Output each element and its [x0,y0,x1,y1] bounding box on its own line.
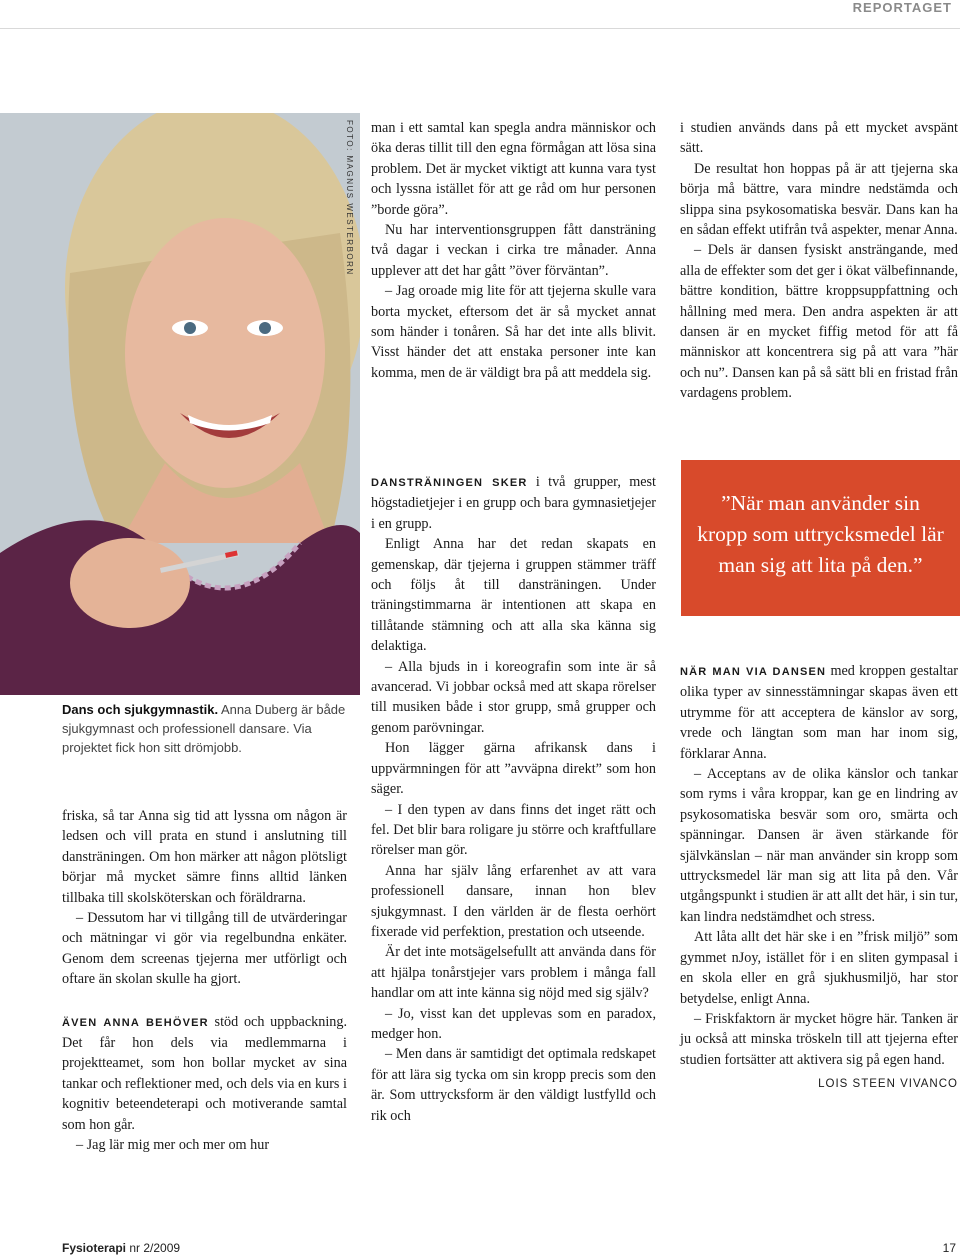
col3-paragraph: Att låta allt det här ske i en ”frisk miljö” som gymmet nJoy, istället för i en sliten gympasal i en skola eller en grå sjukhusmiljö, har stor betydelse, enligt Anna. [680,929,958,1007]
col2-paragraph: – Alla bjuds in i koreografin som inte är så avancerad. Vi jobbar också med att skapa rörelser till musiken både i stor grupp, små grupper och genom parövningar. [371,658,656,736]
col2-paragraph: – I den typen av dans finns det inget rätt och fel. Det blir bara roligare ju större och kraftfullare rörelser man gör. [371,801,656,859]
col3-text: med kroppen gestaltar olika typer av sinnesstämningar skapas även ett utrymme för att acceptera de känslor av sorg, vrede och längtan som man har inom sig, förklarar Anna. [680,663,958,762]
col2-paragraph: Är det inte motsägelsefullt att använda dans för att hjälpa tonårstjejer vars problem i många fall handlar om att inte känna sig nöjd med sig själv? [371,944,656,1002]
col3-paragraph: – Dels är dansen fysiskt ansträngande, med alla de effekter som det ger i ökat välbefinnande, bättre kondition, bättre kroppsuppfattning och hållning med mera. Den andra aspekten är att dansen är en mycket fiffig metod för att få människor att koncentrera sig på att vara ”här och nu”. Dansen kan på så sätt bli en fristad från vardagens problem. [680,242,958,402]
caption-text: Anna Duberg är både sjukgymnast och professionell dansare. Via projektet fick hon sitt drömjobb. [62,702,346,755]
section-label: REPORTAGET [852,0,952,15]
col2-text: i två grupper, mest högstadietjejer i en grupp och bara gymnasietjejer i en grupp. [371,474,656,532]
caption-bold: Dans och sjukgymnastik. [62,702,219,717]
col2-lead: DANSTRÄNINGEN SKER [371,477,528,489]
col3-lead: NÄR MAN VIA DANSEN [680,666,827,678]
magazine-name: Fysioterapi [62,1241,127,1255]
col2-paragraph [371,472,656,534]
col2-paragraph: Nu har interventionsgruppen fått dansträning två dagar i veckan i cirka tre månader. Anna upplever att det har gått ”över förväntan”. [371,222,656,279]
col1-paragraph: friska, så tar Anna sig tid att lyssna om någon är ledsen och vill prata en stund i anslutning till dansträningen. Om hon märker att någon plötsligt börjar må mycket sämre finns alltid länken tillbaka till skolsköterskan och föräldrarna. [62,808,347,906]
col2-paragraph: man i ett samtal kan spegla andra människor och öka deras tillit till den egna förmågan att lösa sina problem. Det är mycket viktigt att kunna vara tyst och lyssna istället för att ge råd om hur personen ”borde göra”. [371,120,656,218]
footer-magazine [62,1241,180,1255]
col3-paragraph: – Friskfaktorn är mycket högre här. Tanken är ju också att minska tröskeln till att tjejerna efter studien fortsätter att aktivera sig på egen hand. [680,1010,958,1068]
col1-paragraph: – Dessutom har vi tillgång till de utvärderingar och mätningar vi gör via regelbundna enkäter. Genom dem screenas tjejerna mer utförligt och oftare än skolan skulle ha gjort. [62,910,347,988]
col2-paragraph: Enligt Anna har det redan skapats en gemenskap, där tjejerna i gruppen stämmer träff och följs åt till dansträningen. Under träningstimmarna är intentionen att skapa en tillåtande stämning och att alla ska känna sig delaktiga. [371,536,656,655]
col2-paragraph: Anna har själv lång erfarenhet av att vara professionell dansare, innan hon blev sjukgymnast. I den världen är de flesta oerhört fixerade vid perfektion, prestation och utseende. [371,862,656,940]
col1-text: stöd och uppbackning. Det får hon dels via medlemmarna i projektteamet, som hon bollar mycket av sina tankar och reflektioner med, och dels via en kurs i kognitiv beteendeterapi och motiverande samtal som hon går. [62,1013,347,1133]
column-2-bottom [371,472,656,1126]
col2-paragraph: Hon lägger gärna afrikansk dans i uppvärmningen för att ”avväpna direkt” som hon säger. [371,740,656,798]
col3-paragraph: – Acceptans av de olika känslor och tankar som ryms i våra kroppar, kan ge en lindring av psykosomatiska besvär som oro, smärta och spänningar. Dansen är även stärkande för självkänslan – när man använder sin kropp som uttrycksmedel lär man sig att lita på den. Vår utgångspunkt i studien är att allt det här, i sin tur, kan lindra nedstämdhet och stress. [680,766,958,925]
column-3-bottom [680,661,958,1095]
photo-caption [62,700,352,757]
col3-paragraph [680,661,958,764]
pull-quote [681,460,960,616]
header-divider [0,28,960,29]
page-number: 17 [942,1241,956,1255]
column-1 [62,806,347,1156]
col1-paragraph: – Jag lär mig mer och mer om hur [76,1137,270,1154]
pull-quote-text: ”När man använder sin kropp som uttrycksmedel lär man sig att lita på den.” [697,491,944,577]
col2-paragraph: – Jo, visst kan det upplevas som en paradox, medger hon. [371,1005,656,1042]
issue-number: nr 2/2009 [126,1241,181,1255]
column-3-top [680,118,958,404]
col1-paragraph [62,1012,347,1135]
photo-credit: FOTO: MAGNUS WESTERBORN [345,120,354,276]
column-2-top [371,118,656,383]
portrait-photo [0,113,360,695]
col1-lead: ÄVEN ANNA BEHÖVER [62,1016,209,1029]
col2-paragraph: – Men dans är samtidigt det optimala redskapet för att lära sig tycka om sin kropp precis som den är. Som uttrycksform är den väldigt lustfylld och rik och [371,1046,656,1124]
col3-paragraph: i studien används dans på ett mycket avspänt sätt. [680,120,958,157]
col2-paragraph: – Jag oroade mig lite för att tjejerna skulle vara borta mycket, eftersom det är så mycket annat som händer i tonåren. Så har det inte alls blivit. Visst händer det att enstaka personer inte kan komma, men de är väldigt bra på att meddela sig. [371,283,656,381]
author-signature: LOIS STEEN VIVANCO [818,1078,958,1091]
col3-paragraph: De resultat hon hoppas på är att tjejerna ska börja må bättre, vara mindre nedstämda och slippa sina psykosomatiska besvär. Dans kan ha en sådan effekt utifrån två aspekter, menar Anna. [680,160,958,239]
